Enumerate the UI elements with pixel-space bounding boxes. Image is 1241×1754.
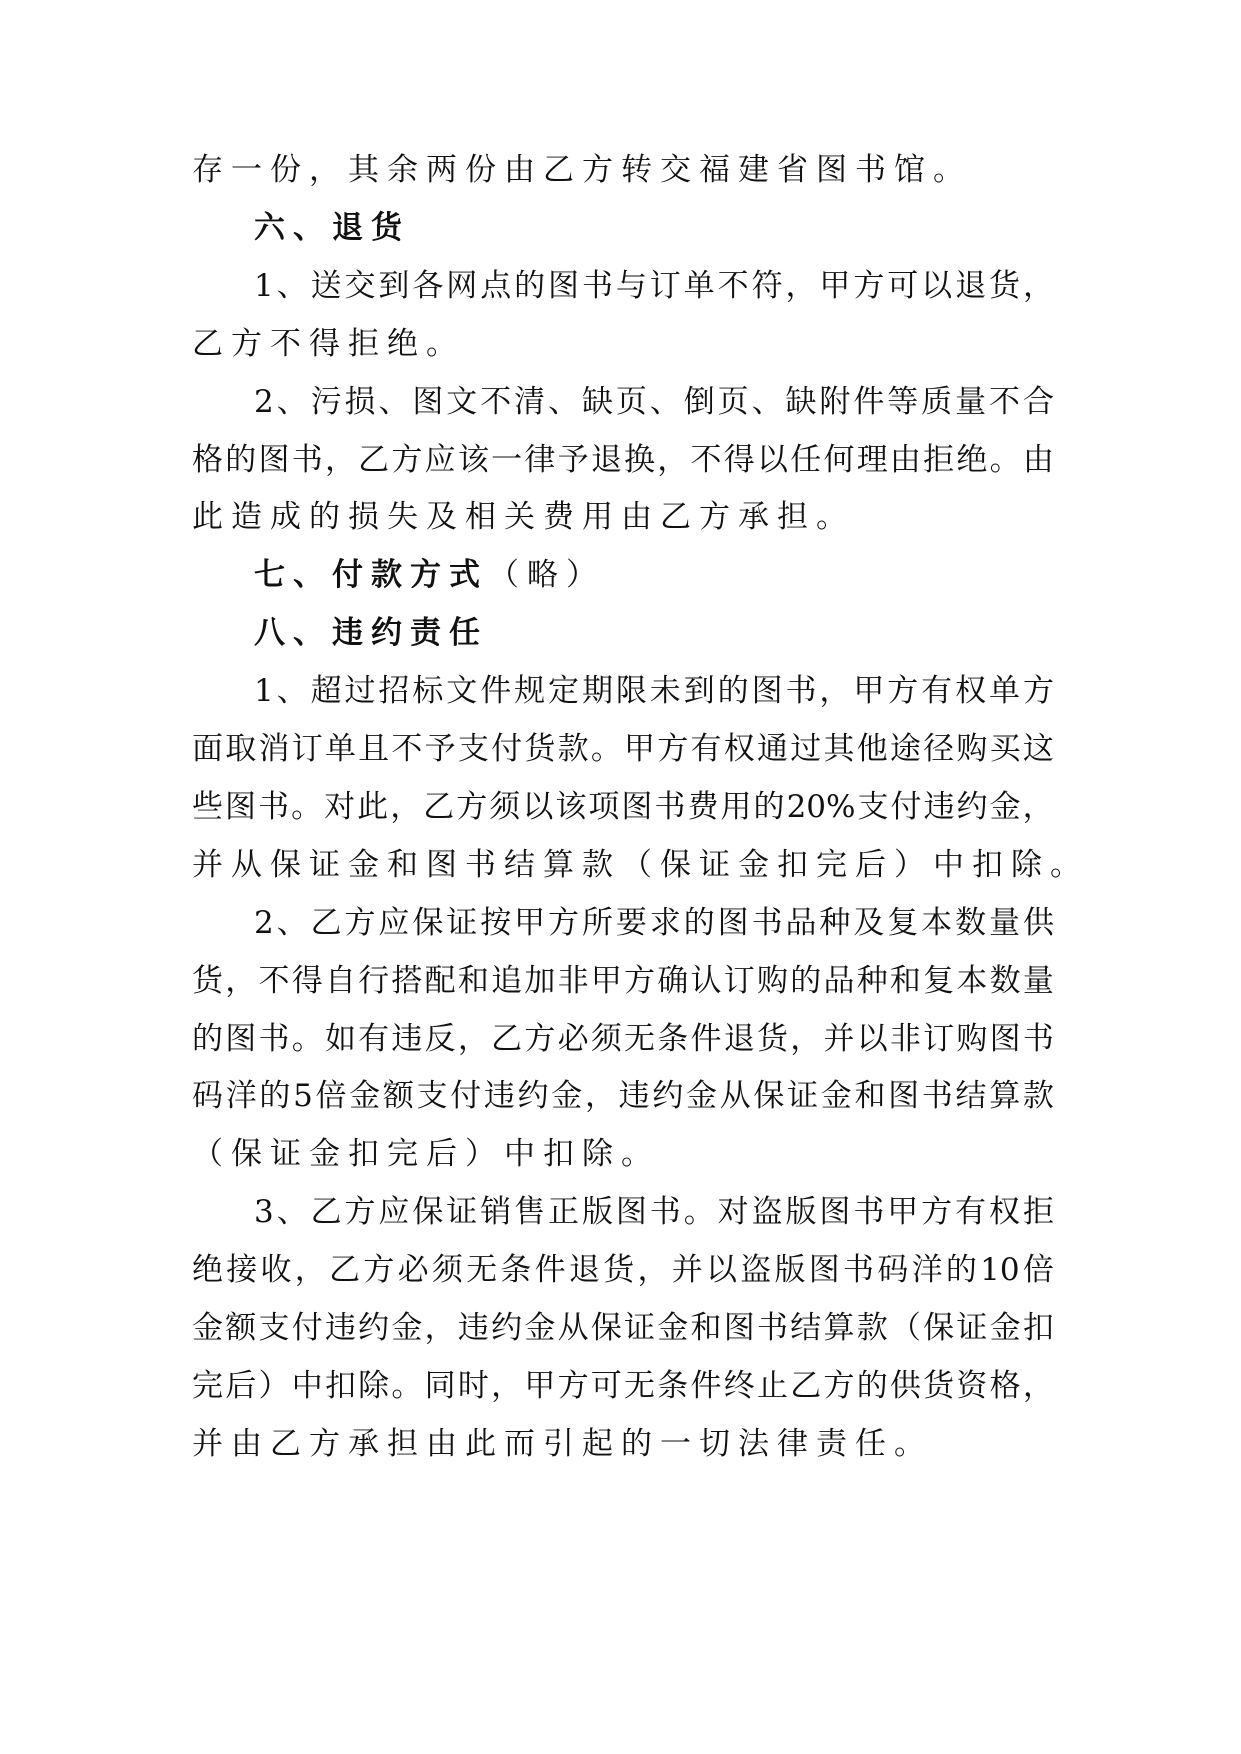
text-line: （ 保 证 金 扣 完 后 ） 中 扣 除 。 (192, 1136, 652, 1173)
text-line: 此 造 成 的 损 失 及 相 关 费 用 由 乙 方 承 担 。 (192, 499, 847, 536)
text-line: 面 取 消 订 单 且 不 予 支 付 货 款 。 甲 方 有 权 通 过 其 他 途 径 购 买 这 (192, 731, 1054, 767)
text-line: 的 图 书 。 如 有 违 反 ， 乙 方 必 须 无 条 件 退 货 ， 并 以 非 订 购 图 书 (192, 1020, 1054, 1057)
text-line: 些 图 书 。 对 此 ， 乙 方 须 以 该 项 图 书 费 用 的 20% 支 付 违 约 金 ， (192, 788, 1054, 825)
text-line: 乙 方 不 得 拒 绝 。 (192, 325, 457, 362)
text-line: 格 的 图 书 ， 乙 方 应 该 一 律 予 退 换 ， 不 得 以 任 何 理 由 拒 绝 。 由 (192, 441, 1054, 478)
text-line: 2 、 污 损 、 图 文 不 清 、 缺 页 、 倒 页 、 缺 附 件 等 质 量 不 合 (254, 383, 1054, 420)
text-line: 并 由 乙 方 承 担 由 此 而 引 起 的 一 切 法 律 责 任 。 (192, 1425, 925, 1462)
text-line: 2 、 乙 方 应 保 证 按 甲 方 所 要 求 的 图 书 品 种 及 复 本 数 量 供 (254, 904, 1054, 941)
text-line: 货 ， 不 得 自 行 搭 配 和 追 加 非 甲 方 确 认 订 购 的 品 种 和 复 本 数 量 (192, 962, 1054, 999)
text-line: 码 洋 的 5 倍 金 额 支 付 违 约 金 ， 违 约 金 从 保 证 金 和 图 书 结 算 款 (192, 1078, 1054, 1115)
text-line: 并 从 保 证 金 和 图 书 结 算 款 （ 保 证 金 扣 完 后 ） 中 扣 除 。 (192, 846, 1081, 883)
text-line: 1 、 送 交 到 各 网 点 的 图 书 与 订 单 不 符 ， 甲 方 可 以 退 货 ， (254, 267, 1054, 304)
text-line: 1 、 超 过 招 标 文 件 规 定 期 限 未 到 的 图 书 ， 甲 方 有 权 单 方 (254, 673, 1054, 710)
section-heading: 六 、 退 货 (254, 209, 402, 246)
text-line: 3 、 乙 方 应 保 证 销 售 正 版 图 书 。 对 盗 版 图 书 甲 方 有 权 拒 (254, 1194, 1054, 1231)
section-heading: 七 、 付 款 方 式 （ 略 ） (254, 557, 597, 594)
text-line: 绝 接 收 ， 乙 方 必 须 无 条 件 退 货 ， 并 以 盗 版 图 书 码 洋 的 10 倍 (192, 1252, 1054, 1289)
text-line: 金 额 支 付 违 约 金 ， 违 约 金 从 保 证 金 和 图 书 结 算 款 （ 保 证 金 扣 (192, 1310, 1054, 1346)
section-heading: 八 、 违 约 责 任 (254, 615, 480, 652)
text-line: 完 后 ） 中 扣 除 。 同 时 ， 甲 方 可 无 条 件 终 止 乙 方 的 供 货 资 格 ， (192, 1367, 1054, 1404)
text-line: 存 一 份 ， 其 余 两 份 由 乙 方 转 交 福 建 省 图 书 馆 。 (192, 152, 964, 188)
